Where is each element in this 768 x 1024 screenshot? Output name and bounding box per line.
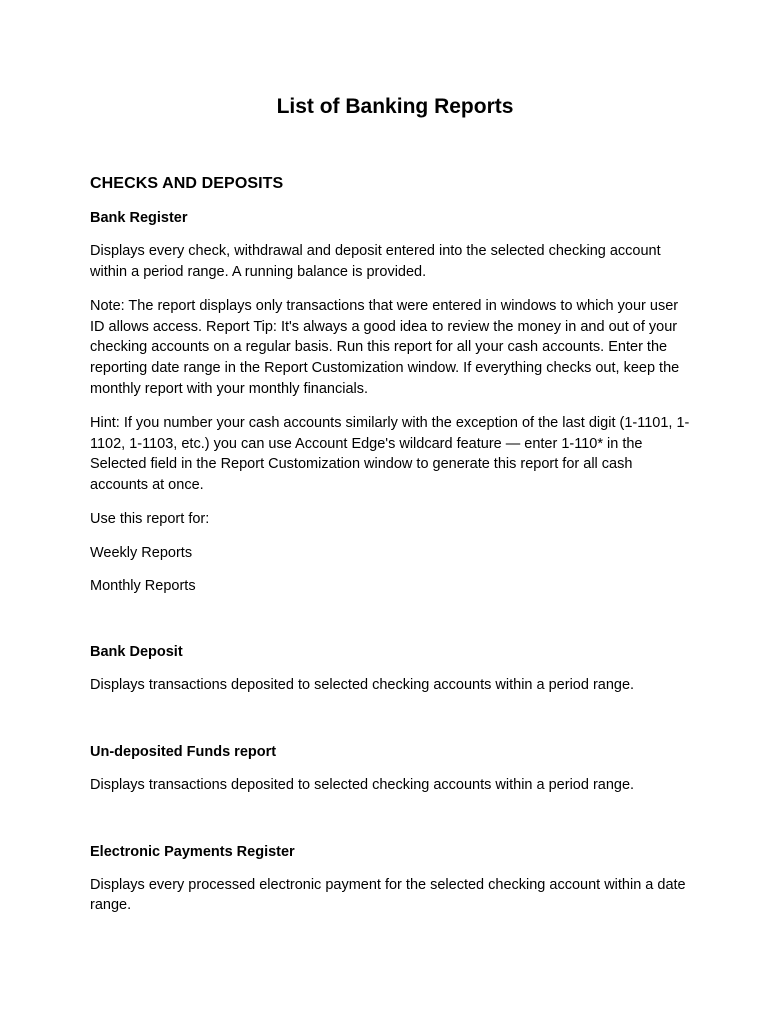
section-heading-checks-and-deposits: CHECKS AND DEPOSITS xyxy=(90,175,284,192)
report-title-bank-register: Bank Register xyxy=(90,210,188,226)
report-note-bank-register: Note: The report displays only transactions that were entered in windows to which your user ID allows access. Report Tip: It's always a good idea to review the money in and out of your checking accounts on a regular basis. Run this report for all your cash accounts. Enter the reporting date range in the Report Customization window. If everything checks out, keep the monthly report with your monthly financials. xyxy=(90,297,680,397)
report-bank-register xyxy=(90,208,690,596)
report-hint-bank-register: Hint: If you number your cash accounts similarly with the exception of the last digit (1-1101, 1-1102, 1-1103, etc.) you can use Account Edge's wildcard feature — enter 1-110* in the Selected field in the Report Customization window to generate this report for all cash accounts at once. xyxy=(90,414,690,494)
report-electronic-payments xyxy=(90,842,690,916)
report-undeposited-funds xyxy=(90,742,690,796)
document-content xyxy=(90,208,690,916)
report-title-undeposited-funds: Un-deposited Funds report xyxy=(90,743,277,760)
document-title: List of Banking Reports xyxy=(276,95,514,118)
use-for-item-monthly: Monthly Reports xyxy=(90,578,196,595)
report-title-bank-deposit: Bank Deposit xyxy=(90,644,183,661)
use-for-label: Use this report for: xyxy=(90,511,210,528)
report-description-electronic-payments: Displays every processed electronic payment for the selected checking account within a date range. xyxy=(90,876,686,914)
report-title-electronic-payments: Electronic Payments Register xyxy=(90,843,295,860)
report-description-bank-deposit: Displays transactions deposited to selected checking accounts within a period range. xyxy=(90,677,635,694)
report-description-undeposited-funds: Displays transactions deposited to selected checking accounts within a period range. xyxy=(90,776,635,793)
report-bank-deposit xyxy=(90,642,690,696)
report-description-bank-register: Displays every check, withdrawal and deposit entered into the selected checking account within a period range. A running balance is provided. xyxy=(90,243,661,280)
use-for-item-weekly: Weekly Reports xyxy=(90,544,193,561)
